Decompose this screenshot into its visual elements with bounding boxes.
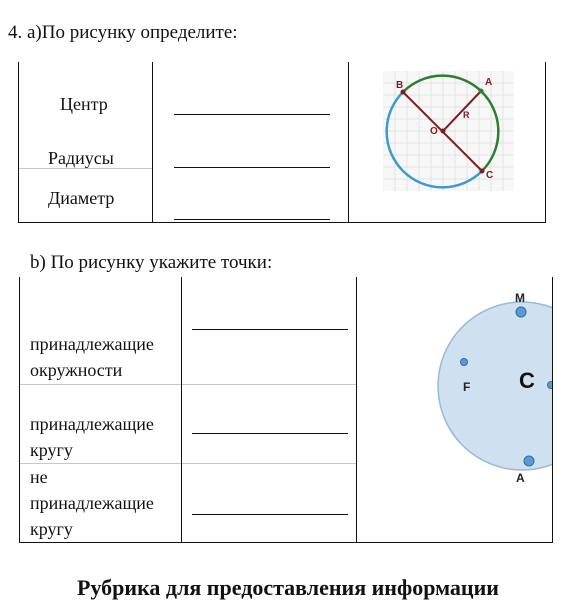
row3-text — [30, 464, 154, 542]
point-o — [441, 129, 446, 134]
row2-text — [30, 411, 154, 463]
circle-figure-a — [383, 71, 514, 191]
table-a-border-bottom — [18, 222, 546, 223]
row3-line-2: принадлежащие — [30, 493, 154, 513]
point-edge — [548, 382, 553, 389]
table-b-border-bottom — [19, 542, 553, 543]
row3-line-3: кругу — [30, 519, 73, 539]
label-a-disk: A — [516, 471, 525, 485]
row2-line-1: принадлежащие — [30, 414, 154, 434]
table-b-row-sep-1b — [182, 384, 356, 385]
table-b-row-sep-2b — [182, 463, 356, 464]
table-a-divider-2 — [348, 62, 349, 222]
answer-line-on-circle[interactable] — [192, 329, 348, 330]
rubric-heading: Рубрика для предоставления информации — [77, 575, 499, 600]
label-center: Центр — [60, 94, 108, 114]
table-a-border-right — [545, 62, 546, 222]
answer-line-in-disk[interactable] — [192, 433, 348, 434]
label-f: F — [463, 380, 471, 394]
point-a-b — [524, 456, 534, 466]
label-b: B — [396, 80, 404, 91]
row2-line-2: кругу — [30, 440, 73, 460]
table-b-row-sep-1 — [20, 384, 181, 385]
label-c: C — [486, 170, 494, 181]
disk-figure-b — [357, 278, 552, 542]
point-c — [480, 169, 485, 174]
label-r: R — [463, 110, 470, 120]
label-diameter: Диаметр — [48, 188, 115, 208]
table-b-border-left — [19, 277, 20, 543]
answer-line-outside-disk[interactable] — [192, 514, 348, 515]
point-f — [461, 359, 468, 366]
answer-line-center[interactable] — [174, 114, 330, 115]
point-m — [516, 307, 526, 317]
task-b-heading: b) По рисунку укажите точки: — [30, 252, 273, 273]
label-c-disk: C — [519, 368, 535, 393]
table-b-border-right — [552, 277, 553, 543]
label-radii: Радиусы — [48, 148, 114, 168]
row1-line-2: окружности — [30, 360, 123, 380]
label-a: A — [485, 77, 493, 88]
table-a-divider-1 — [152, 62, 153, 222]
label-o: O — [430, 126, 438, 137]
point-a — [479, 89, 484, 94]
label-m: M — [515, 291, 525, 305]
task-a-heading: 4. а)По рисунку определите: — [8, 22, 238, 43]
table-b-divider-1 — [181, 277, 182, 543]
answer-line-diameter[interactable] — [174, 219, 330, 220]
disk-c — [438, 302, 552, 470]
row3-line-1: не — [30, 467, 48, 487]
row1-text — [30, 331, 154, 383]
row1-line-1: принадлежащие — [30, 334, 154, 354]
answer-line-radii[interactable] — [174, 167, 330, 168]
table-a-border-left — [18, 62, 19, 222]
